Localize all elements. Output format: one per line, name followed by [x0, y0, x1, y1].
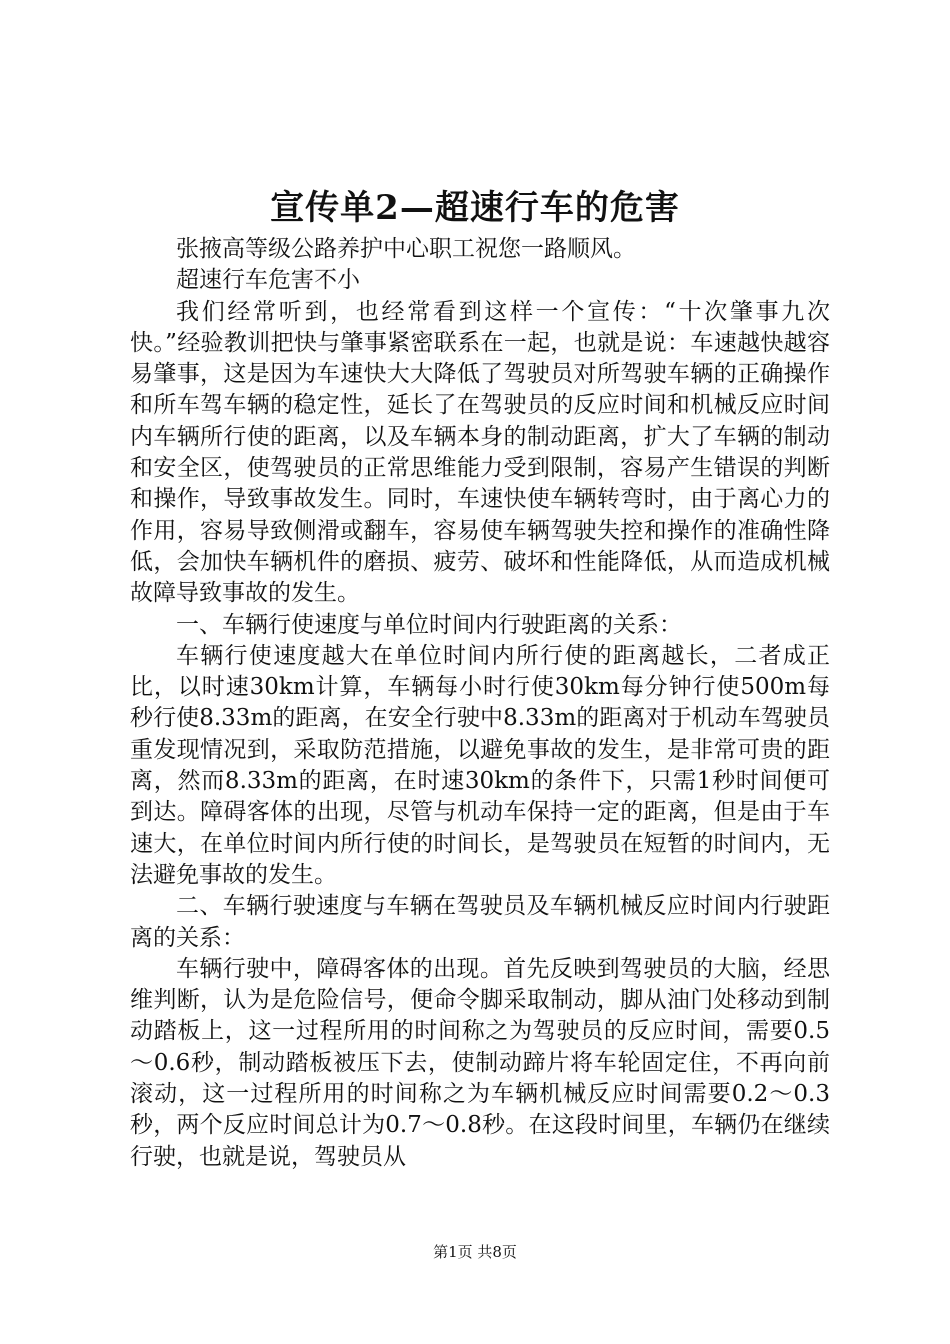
section-one-paragraph: 车辆行使速度越大在单位时间内所行使的距离越长，二者成正比，以时速30km计算，车辆每小时行使30km每分钟行使500m每秒行使8.33m的距离，在安全行驶中8.33m的距离对于机动车驾驶员重发现情况到，采取防范措施，以避免事故的发生，是非常可贵的距离，然而8.33m的距离，在时速30km的条件下，只需1秒时间便可到达。障碍客体的出现，尽管与机动车保持一定的距离，但是由于车速大，在单位时间内所行使的时间长，是驾驶员在短暂的时间内，无法避免事故的发生。 [130, 642, 830, 888]
section-two-paragraph: 车辆行驶中，障碍客体的出现。首先反映到驾驶员的大脑，经思维判断，认为是危险信号，便命令脚采取制动，脚从油门处移动到制动踏板上，这一过程所用的时间称之为驾驶员的反应时间，需要0.5～0.6秒，制动踏板被压下去，使制动蹄片将车轮固定住，不再向前滚动，这一过程所用的时间称之为车辆机械反应时间需要0.2～0.3秒，两个反应时间总计为0.7～0.8秒。在这段时间里，车辆仍在继续行驶，也就是说，驾驶员从 [130, 955, 830, 1170]
page-number-footer: 第1页 共8页 [433, 1243, 517, 1261]
document-title: 宣传单2—超速行车的危害 [270, 188, 680, 228]
section-two-heading: 二、车辆行驶速度与车辆在驾驶员及车辆机械反应时间内行驶距离的关系： [130, 893, 830, 951]
section-one-heading: 一、车辆行使速度与单位时间内行驶距离的关系： [176, 611, 682, 638]
greeting-paragraph: 张掖高等级公路养护中心职工祝您一路顺风。 [176, 236, 636, 262]
document-body [130, 234, 830, 1173]
subheading-paragraph: 超速行车危害不小 [176, 267, 360, 294]
intro-paragraph: 我们经常听到，也经常看到这样一个宣传：“十次肇事九次快。”经验教训把快与肇事紧密联系在一起，也就是说：车速越快越容易肇事，这是因为车速快大大降低了驾驶员对所驾驶车辆的正确操作和所车驾车辆的稳定性，延长了在驾驶员的反应时间和机械反应时间内车辆所行使的距离，以及车辆本身的制动距离，扩大了车辆的制动和安全区，使驾驶员的正常思维能力受到限制，容易产生错误的判断和操作，导致事故发生。同时，车速快使车辆转弯时，由于离心力的作用，容易导致侧滑或翻车，容易使车辆驾驶失控和操作的准确性降低，会加快车辆机件的磨损、疲劳、破坏和性能降低，从而造成机械故障导致事故的发生。 [130, 298, 830, 607]
